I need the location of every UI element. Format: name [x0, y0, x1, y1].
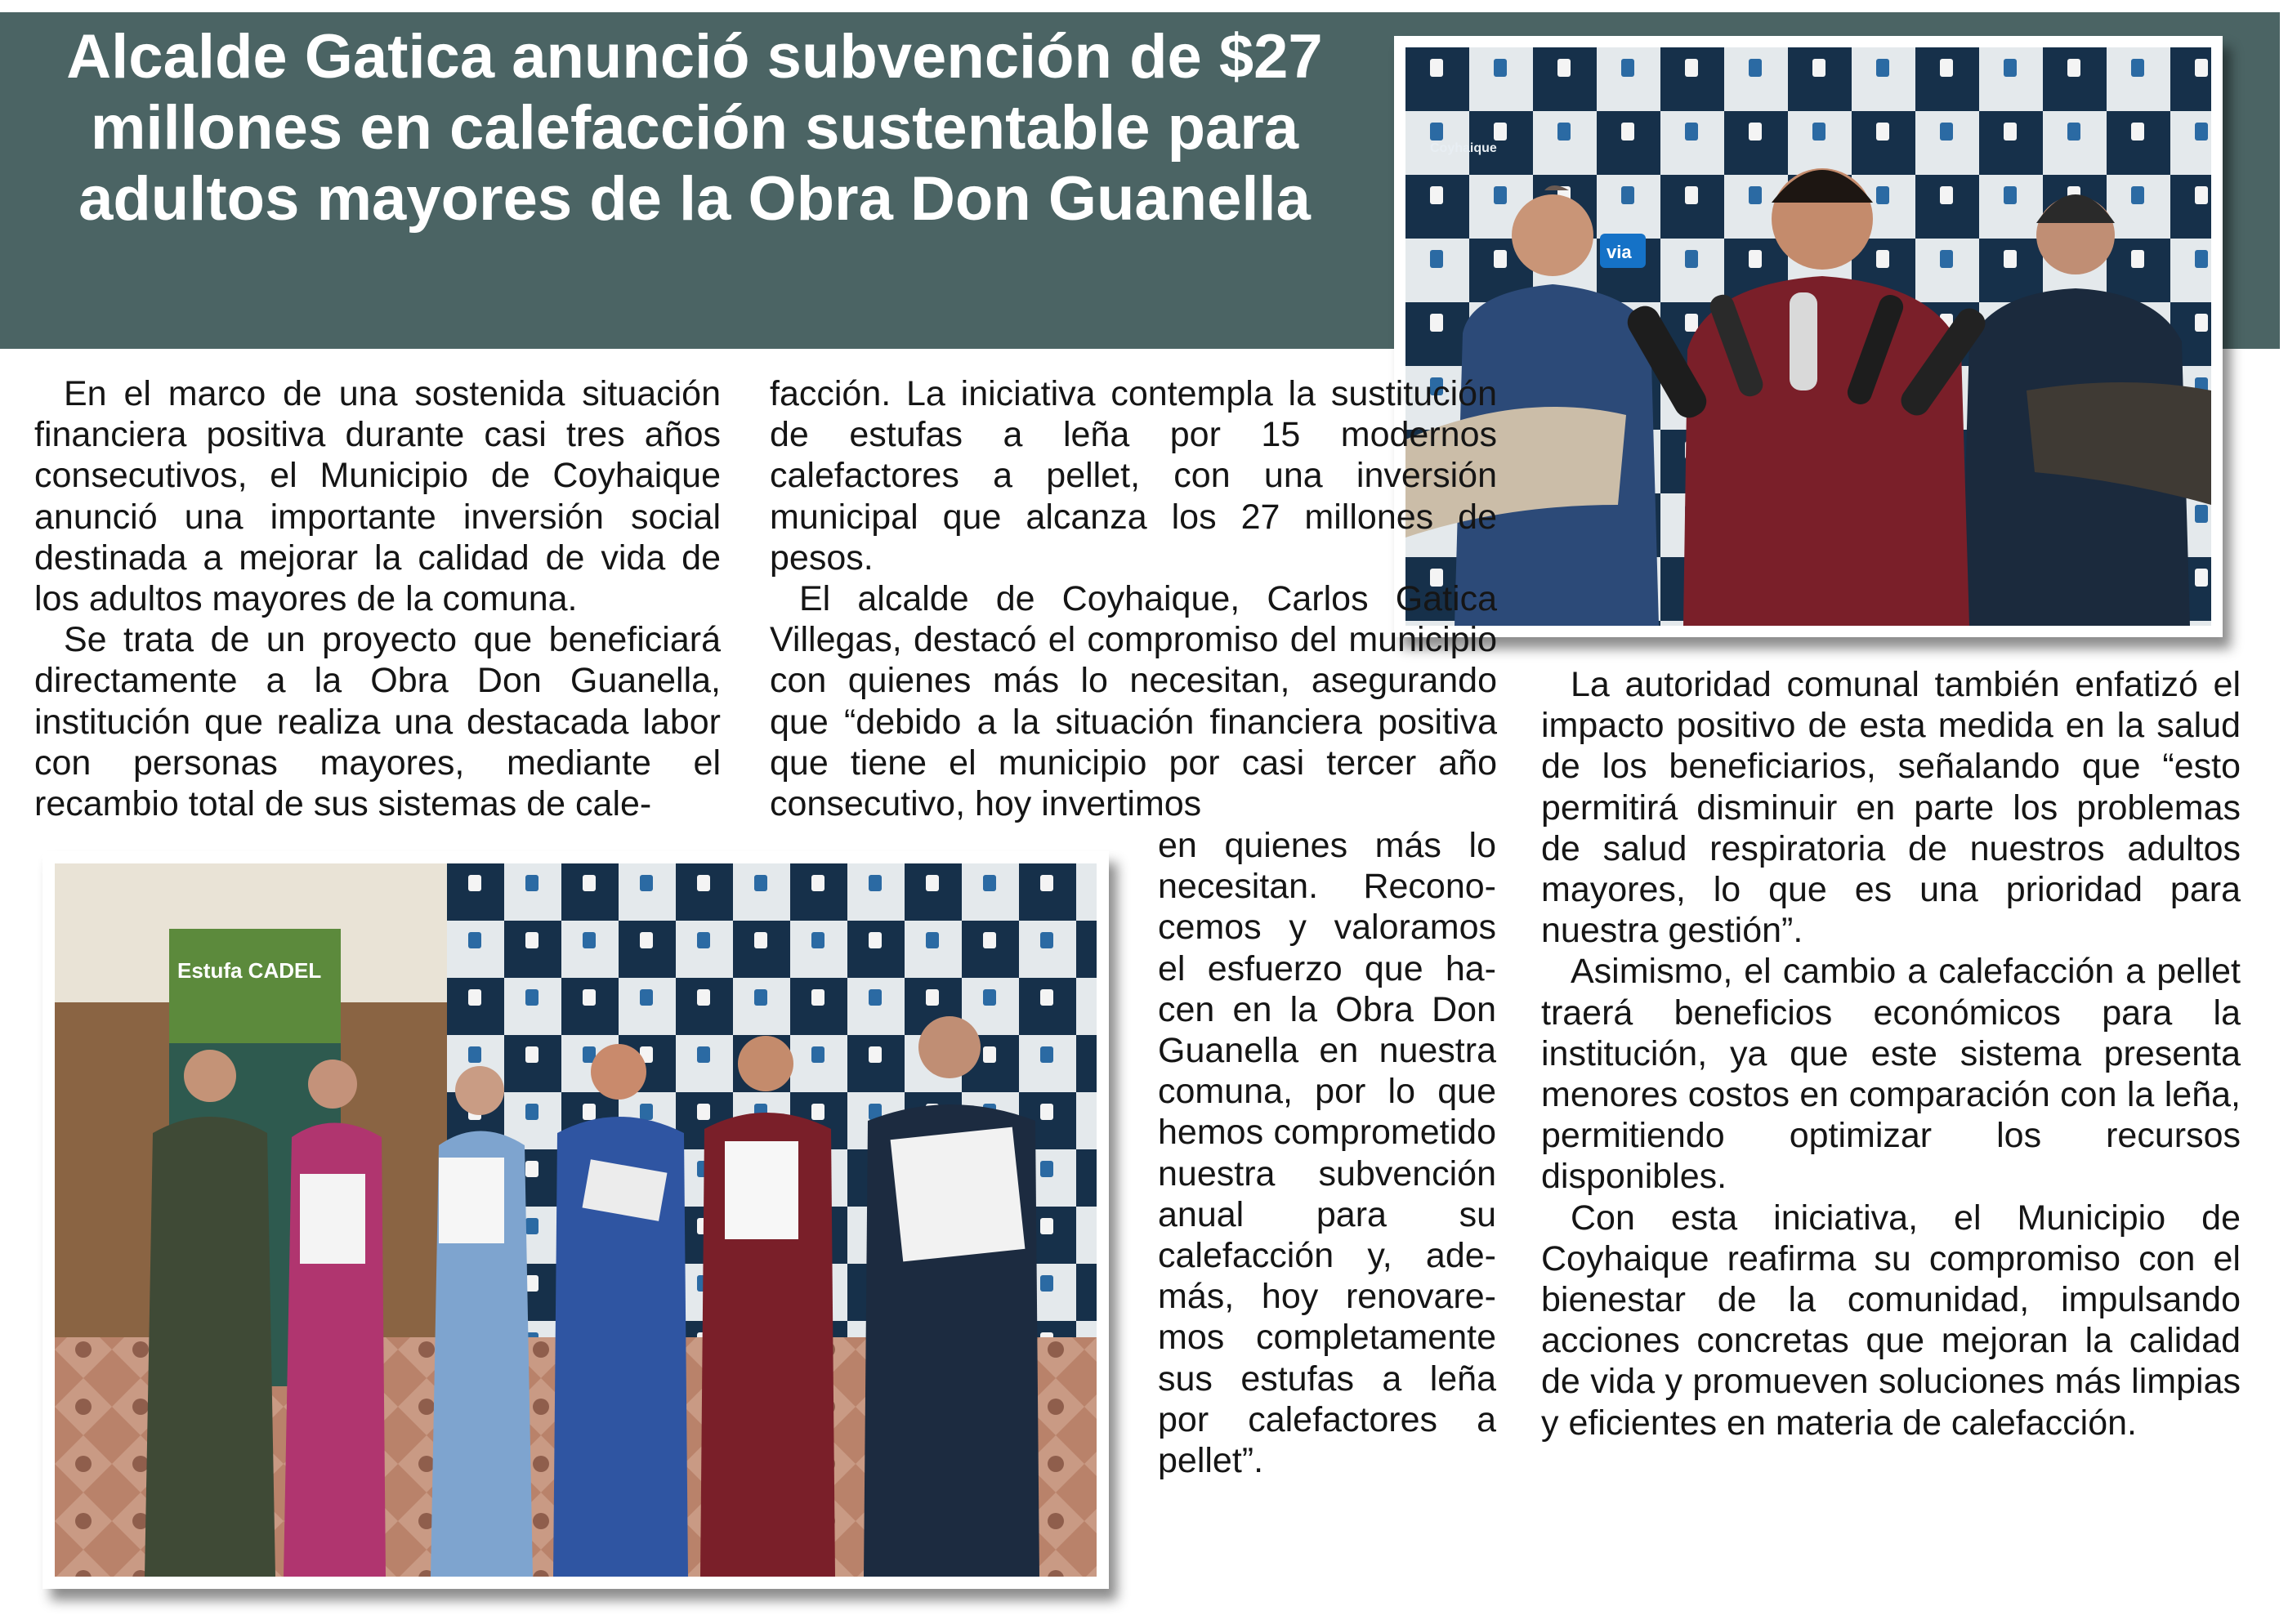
article-column-2 — [770, 373, 1497, 824]
article-paragraph: Se trata de un proyecto que beneficiará directamente a la Obra Don Guanella, institución que realiza una destacada labor con personas mayores, mediante el recambio total de sus sistemas de cale- — [34, 620, 721, 824]
article-paragraph: En el marco de una sostenida situación financiera positiva durante casi tres años consecutivos, el Municipio de Coyhaique anunció una importante inversión social destinada a mejorar la calidad de vida de los adultos mayores de la comuna. — [34, 374, 721, 619]
article-paragraph: La autoridad comunal también enfatizó el impacto positivo de esta medida en la salud de los beneficiarios, señalando que “esto permitirá disminuir en parte los problemas de salud respiratoria de nuestros adultos mayores, lo que es una prioridad para nuestra gestión”. — [1541, 665, 2241, 951]
article-paragraph: El alcalde de Coyhaique, Carlos Gatica Villegas, destacó el compromiso del municipio con quienes más lo necesitan, asegurando que “debido a la situación financiera positiva que tiene el municipio por casi tercer año consecutivo, hoy invertimos — [770, 579, 1497, 824]
group-signing-image — [55, 863, 1097, 1577]
stove-banner-text: Estufa CADEL — [177, 958, 322, 983]
article-paragraph: facción. La iniciativa contempla la sustitución de estufas a leña por 15 modernos calefactores a pellet, con una inversión municipal que alcanza los 27 millones de pesos. — [770, 374, 1497, 578]
backdrop-logo-text: Coyhaique — [1430, 141, 1497, 155]
article-column-3 — [1541, 664, 2241, 1443]
article-paragraph: Con esta iniciativa, el Municipio de Coyhaique reafirma su compromiso con el bienestar de la comunidad, impulsando acciones concretas que mejoran la calidad de vida y promueven soluciones más limpias y eficientes en materia de calefacción. — [1541, 1198, 2241, 1443]
microphone-label: via — [1607, 242, 1632, 262]
article-column-1 — [34, 373, 721, 824]
article-column-2-continued — [1158, 825, 1496, 1481]
headline: Alcalde Gatica anunció subvención de $27 millones en calefacción sustentable para adultos mayores de la Obra Don Guanella — [66, 22, 1323, 234]
photo-press-interview — [1394, 36, 2223, 637]
article-paragraph: Asimismo, el cambio a calefacción a pellet traerá beneficios económicos para la institución, ya que este sistema presenta menores costos en comparación con la leña, permitiendo optimizar los recursos disponibles. — [1541, 952, 2241, 1197]
photo-group-signing — [42, 851, 1109, 1589]
press-interview-image — [1405, 47, 2211, 626]
article-paragraph: en quienes más lo necesitan. Reconocemos y valoramos el esfuerzo que hacen en la Obra Don Guanella en nuestra comuna, por lo que hemos comprometido nuestra subvención anual para su calefacción y, además, hoy renovaremos completamente sus estufas a leña por calefactores a pellet”. — [1158, 826, 1496, 1481]
